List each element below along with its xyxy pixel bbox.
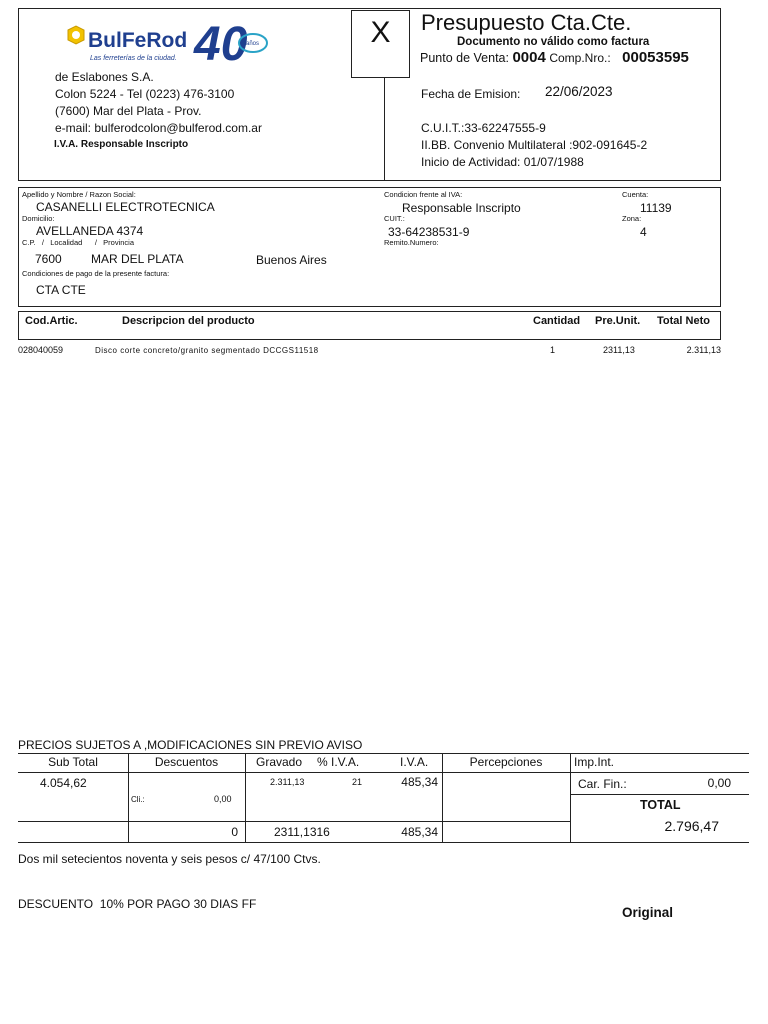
client-pago-value: CTA CTE: [36, 283, 86, 297]
prices-notice: PRECIOS SUJETOS A ,MODIFICACIONES SIN PREVIO AVISO: [18, 738, 363, 752]
v-subtotal: 4.054,62: [40, 776, 87, 790]
pv-value: 0004: [512, 49, 546, 66]
discount-note: DESCUENTO 10% POR PAGO 30 DIAS FF: [18, 897, 257, 911]
item-pu: 2311,13: [603, 345, 635, 355]
totals-bottom-line: [18, 842, 749, 843]
item-cod: 028040059: [18, 345, 64, 355]
col-pu-header: Pre.Unit.: [595, 315, 641, 327]
iibb-line: II.BB. Convenio Multilateral :902-091645-2: [421, 138, 648, 152]
total-value: 2.796,47: [664, 818, 719, 834]
client-zona-label: Zona:: [622, 214, 642, 223]
client-cuenta-label: Cuenta:: [622, 190, 649, 199]
v-cli-label: Cli.:: [131, 795, 145, 804]
header-divider: [384, 78, 385, 181]
company-logo: [54, 14, 274, 66]
logo-forty: 40: [194, 18, 248, 66]
client-remito-label: Remito.Numero:: [384, 238, 439, 247]
comp-value: 00053595: [622, 49, 689, 66]
logo-brand: BulFeRod: [88, 29, 188, 52]
h-subtotal: Sub Total: [48, 755, 98, 769]
client-localidad: MAR DEL PLATA: [91, 252, 184, 266]
client-zona-value: 4: [640, 225, 647, 239]
company-email: e-mail: bulferodcolon@bulferod.com.ar: [55, 121, 262, 135]
client-iva-value: Responsable Inscripto: [402, 201, 521, 215]
v-carfin-label: Car. Fin.:: [578, 777, 627, 791]
logo-icon: [54, 14, 274, 66]
doc-note: Documento no válido como factura: [457, 36, 650, 48]
copy-label: Original: [622, 905, 674, 920]
h-gravado: Gravado: [256, 755, 303, 769]
company-name: de Eslabones S.A.: [55, 70, 154, 84]
client-cuit-label: CUIT.:: [384, 214, 405, 223]
h-pct-iva: % I.V.A.: [317, 755, 360, 769]
client-provincia: Buenos Aires: [256, 253, 327, 267]
doc-title: Presupuesto Cta.Cte.: [421, 10, 632, 35]
col-line-2: [245, 753, 246, 842]
date-value: 22/06/2023: [545, 84, 613, 99]
pv-label: Punto de Venta:: [420, 51, 509, 65]
client-domicilio-label: Domicilio:: [22, 214, 55, 223]
client-domicilio-value: AVELLANEDA 4374: [36, 224, 144, 238]
carfin-line: [570, 794, 749, 795]
date-label: Fecha de Emision:: [421, 87, 521, 101]
company-iva: I.V.A. Responsable Inscripto: [54, 139, 189, 150]
client-name-value: CASANELLI ELECTROTECNICA: [36, 200, 215, 214]
item-total: 2.311,13: [686, 345, 721, 355]
total-label: TOTAL: [640, 798, 681, 812]
table-row: [18, 345, 721, 359]
h-iva: I.V.A.: [400, 755, 429, 769]
logo-anos: años: [246, 41, 260, 47]
h-impint: Imp.Int.: [574, 755, 615, 769]
client-pago-label: Condiciones de pago de la presente factura:: [22, 269, 170, 278]
totals-mid-line: [18, 821, 570, 822]
client-iva-label: Condicion frente al IVA:: [384, 190, 463, 199]
item-desc: Disco corte concreto/granito segmentado DCCGS11518: [95, 346, 319, 355]
v-carfin-value: 0,00: [707, 776, 731, 790]
v-gravado: 2.311,13: [270, 777, 305, 787]
client-cp: 7600: [35, 252, 62, 266]
client-cuenta-value: 11139: [640, 201, 672, 215]
col-total-header: Total Neto: [657, 315, 710, 327]
cuit-line: C.U.I.T.:33-62247555-9: [421, 121, 546, 135]
v-iva: 485,34: [401, 775, 438, 789]
inicio-line: Inicio de Actividad: 01/07/1988: [421, 155, 584, 169]
v-gravado-sum: 2311,1316: [274, 825, 330, 839]
v-cli-value: 0,00: [214, 794, 232, 804]
item-cant: 1: [550, 345, 556, 355]
punto-venta: [420, 49, 689, 66]
company-city: (7600) Mar del Plata - Prov.: [55, 104, 202, 118]
client-name-label: Apellido y Nombre / Razon Social:: [22, 190, 136, 199]
client-loc-label: C.P. / Localidad / Provincia: [22, 238, 134, 247]
col-cod-header: Cod.Artic.: [25, 315, 78, 327]
logo-tagline: Las ferreterías de la ciudad.: [90, 55, 177, 62]
h-descuentos: Descuentos: [154, 755, 219, 769]
v-pct: 21: [352, 777, 363, 787]
h-percepciones: Percepciones: [469, 755, 543, 769]
col-line-4: [570, 753, 571, 842]
v-iva-sum: 485,34: [401, 825, 438, 839]
amount-in-words: Dos mil setecientos noventa y seis pesos c/ 47/100 Ctvs.: [18, 852, 321, 866]
comp-label: Comp.Nro.:: [549, 51, 611, 65]
letter-x: X: [370, 16, 391, 49]
client-cuit-value: 33-64238531-9: [388, 225, 470, 239]
col-desc-header: Descripcion del producto: [122, 315, 255, 327]
col-cant-header: Cantidad: [533, 315, 581, 327]
company-address: Colon 5224 - Tel (0223) 476-3100: [55, 87, 235, 101]
v-desc-sum: 0: [231, 825, 238, 839]
